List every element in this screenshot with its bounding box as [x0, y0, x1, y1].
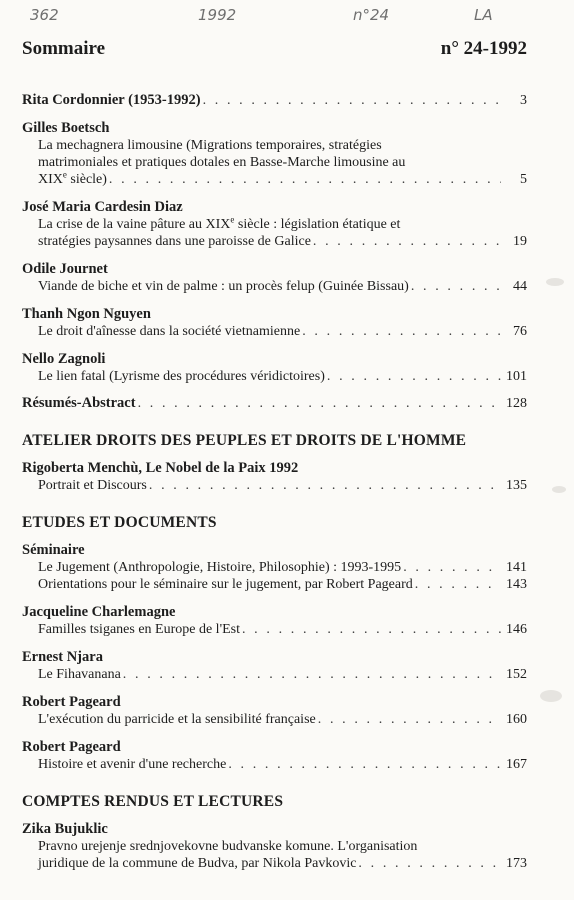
toc-line: [22, 368, 527, 385]
toc-title: Le Fihavanana: [38, 667, 121, 682]
dot-leader: [149, 477, 501, 494]
toc-author: José Maria Cardesin Diaz: [22, 199, 183, 215]
handwritten-number: n°24: [353, 6, 390, 24]
toc-title-text: La crise de la vaine pâture au XIX: [38, 217, 231, 232]
paper-smudge: [552, 486, 566, 493]
page-number: 5: [520, 172, 527, 187]
toc-line: [22, 477, 527, 494]
superscript: e: [230, 214, 235, 225]
toc-author: Séminaire: [22, 542, 85, 558]
page-number: 160: [506, 712, 527, 727]
section-heading: ATELIER DROITS DES PEUPLES ET DROITS DE L'HOMME: [22, 432, 467, 449]
issue-number: n° 24-1992: [440, 38, 527, 59]
dot-leader: [403, 559, 501, 576]
toc-entry: [22, 693, 527, 728]
toc-entry: [22, 92, 527, 109]
toc-author: Nello Zagnoli: [22, 351, 106, 367]
paper-smudge: [540, 690, 562, 702]
toc-title: Le Jugement (Anthropologie, Histoire, Philosophie) : 1993-1995: [38, 560, 402, 575]
page-number: 19: [513, 234, 527, 249]
toc-title: Le droit d'aînesse dans la société vietnamienne: [38, 324, 301, 339]
page-header: [22, 38, 527, 60]
toc-entry: [22, 541, 527, 593]
page-number: 101: [506, 369, 527, 384]
toc-line: [22, 855, 527, 872]
dot-leader: [123, 666, 501, 683]
dot-leader: [138, 395, 501, 412]
page-number: 44: [513, 279, 527, 294]
superscript: e: [62, 169, 67, 180]
dot-leader: [327, 368, 501, 385]
toc-author: Jacqueline Charlemagne: [22, 604, 176, 620]
toc-entry: [22, 119, 527, 188]
dot-leader: [411, 278, 501, 295]
page-number: 152: [506, 667, 527, 682]
toc-title: Viande de biche et vin de palme : un procès felup (Guinée Bissau): [38, 279, 409, 294]
toc-line: [22, 395, 527, 412]
toc-title: Histoire et avenir d'une recherche: [38, 757, 227, 772]
page-number: 141: [506, 560, 527, 575]
toc-line: [22, 278, 527, 295]
toc-entry: [22, 198, 527, 250]
dot-leader: [318, 711, 501, 728]
toc-title-text: XIX: [38, 172, 63, 187]
toc-entry: [22, 305, 527, 340]
toc-author: Zika Bujuklic: [22, 821, 108, 837]
toc-entry: [22, 395, 527, 412]
page-number: 143: [506, 577, 527, 592]
toc-line: [22, 323, 527, 340]
toc-line: [22, 171, 527, 188]
toc-line: [22, 559, 527, 576]
dot-leader: [242, 621, 501, 638]
toc-entry: [22, 459, 527, 494]
toc-title-line: Pravno urejenje srednjovekovne budvanske komune. L'organisation: [38, 839, 418, 854]
toc-line: [22, 756, 527, 773]
toc-author: Rigoberta Menchù, Le Nobel de la Paix 1992: [22, 460, 299, 476]
dot-leader: [313, 233, 501, 250]
table-of-contents: [22, 92, 527, 882]
page-title: Sommaire: [22, 38, 106, 59]
toc-title: Familles tsiganes en Europe de l'Est: [38, 622, 240, 637]
toc-entry: [22, 648, 527, 683]
toc-title: stratégies paysannes dans une paroisse de Galice: [38, 234, 311, 249]
page-number: 167: [506, 757, 527, 772]
toc-title: L'exécution du parricide et la sensibilité française: [38, 712, 316, 727]
toc-entry: [22, 738, 527, 773]
toc-title-text: siècle : législation étatique et: [234, 217, 401, 232]
toc-author: Résumés-Abstract: [22, 395, 136, 411]
toc-entry: [22, 820, 527, 872]
toc-line: [22, 92, 527, 109]
toc-author: Odile Journet: [22, 261, 108, 277]
toc-title-line: La mechagnera limousine (Migrations temporaires, stratégies: [38, 138, 382, 153]
toc-title-line: matrimoniales et pratiques dotales en Basse-Marche limousine au: [38, 155, 406, 170]
page-number: 128: [506, 396, 527, 411]
page-number: 3: [520, 93, 527, 108]
handwritten-initials: LA: [474, 6, 493, 24]
toc-title: juridique de la commune de Budva, par Nikola Pavkovic: [38, 856, 357, 871]
page-number: 146: [506, 622, 527, 637]
page-number: 173: [506, 856, 527, 871]
toc-author: Robert Pageard: [22, 694, 121, 710]
handwritten-year: 1992: [198, 6, 237, 24]
section-heading: COMPTES RENDUS ET LECTURES: [22, 793, 284, 810]
toc-title: [38, 171, 107, 188]
toc-title: Le lien fatal (Lyrisme des procédures véridictoires): [38, 369, 325, 384]
toc-author: Thanh Ngon Nguyen: [22, 306, 151, 322]
toc-entry: [22, 260, 527, 295]
dot-leader: [109, 171, 501, 188]
page-number: 76: [513, 324, 527, 339]
toc-author: Gilles Boetsch: [22, 120, 110, 136]
toc-line: [22, 233, 527, 250]
dot-leader: [228, 756, 501, 773]
dot-leader: [358, 855, 501, 872]
toc-title: Portrait et Discours: [38, 478, 147, 493]
toc-author: Rita Cordonnier (1953-1992): [22, 92, 201, 108]
toc-line: [22, 576, 527, 593]
toc-line: [22, 666, 527, 683]
paper-smudge: [546, 278, 564, 286]
dot-leader: [415, 576, 501, 593]
toc-line: [22, 621, 527, 638]
toc-title: Orientations pour le séminaire sur le jugement, par Robert Pageard: [38, 577, 413, 592]
page-number: 135: [506, 478, 527, 493]
handwritten-note: 362: [30, 6, 59, 24]
toc-line: [22, 711, 527, 728]
toc-entry: [22, 350, 527, 385]
toc-author: Robert Pageard: [22, 739, 121, 755]
dot-leader: [203, 92, 501, 109]
toc-entry: [22, 603, 527, 638]
section-heading: ETUDES ET DOCUMENTS: [22, 514, 217, 531]
toc-author: Ernest Njara: [22, 649, 103, 665]
toc-title-line: [22, 216, 527, 233]
toc-title-text: siècle): [66, 172, 107, 187]
dot-leader: [302, 323, 501, 340]
